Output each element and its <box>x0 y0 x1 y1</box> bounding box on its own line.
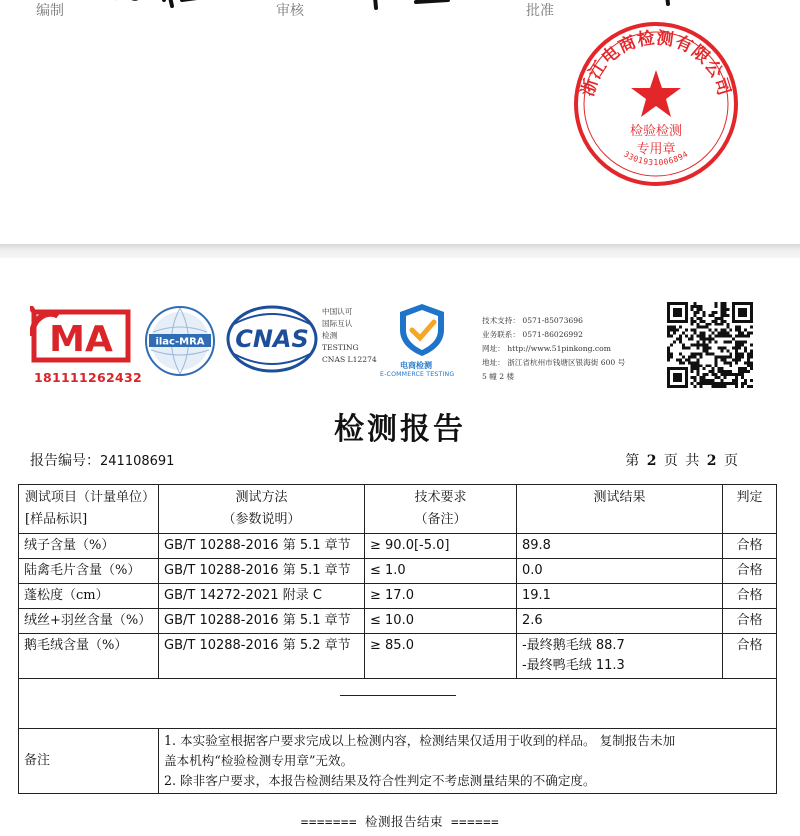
report-number: 报告编号：241108691 <box>30 453 175 469</box>
cnas-logo <box>226 304 318 374</box>
svg-text:MA: MA <box>49 319 113 360</box>
notes-content: 1. 本实验室根据客户要求完成以上检测内容，检测结果仅适用于收到的样品。 复制报告未加 盖本机构“检验检测专用章”无效。 2. 除非客户要求，本报告检测结果及符合性判定不考虑测量结果的不确定度。 <box>159 729 777 794</box>
shield-check-icon <box>392 300 452 360</box>
cnas-text: CNAS <box>235 325 309 353</box>
reviewer-signature <box>368 0 458 12</box>
table-row: 鹅毛绒含量（%） GB/T 10288-2016 第 5.2 章节 ≥ 85.0 -最终鹅毛绒 88.7 -最终鸭毛绒 11.3 合格 <box>19 634 777 679</box>
page-separator <box>0 244 800 258</box>
svg-text:3301931006894: 3301931006894 <box>622 149 690 168</box>
cma-logo <box>30 306 132 368</box>
notes-label: 备注 <box>19 729 159 794</box>
results-table <box>18 484 777 794</box>
table-row: 陆禽毛片含量（%） GB/T 10288-2016 第 5.1 章节 ≤ 1.0 0.0 合格 <box>19 559 777 584</box>
svg-text:浙江电商检测有限公司: 浙江电商检测有限公司 <box>577 28 735 99</box>
report-end-marker: ======= 检测报告结束 ====== <box>300 814 500 829</box>
qr-code[interactable] <box>667 302 753 388</box>
header-method: 测试方法 （参数说明） <box>159 485 365 534</box>
contact-info: 技术支持： 0571-85073696 业务联系： 0571-86026992 网址： http://www.51pinkong.com 地址： 浙江省杭州市钱塘区银海街 600 号 5 幢 2 楼 <box>482 316 626 381</box>
compiler-signature <box>112 0 222 12</box>
cma-code: 181111262432 <box>34 370 142 385</box>
notes-row <box>19 729 777 794</box>
approver-signature <box>630 0 710 12</box>
table-row: 蓬松度（cm） GB/T 14272-2021 附录 C ≥ 17.0 19.1 合格 <box>19 584 777 609</box>
header-result: 测试结果 <box>517 485 723 534</box>
divider-line <box>340 695 456 696</box>
svg-text:专用章: 专用章 <box>636 142 676 157</box>
header-verdict: 判定 <box>723 485 777 534</box>
blank-row <box>19 679 777 729</box>
company-seal <box>570 18 742 190</box>
table-row: 绒子含量（%） GB/T 10288-2016 第 5.1 章节 ≥ 90.0[-5.0] 89.8 合格 <box>19 534 777 559</box>
svg-text:检验检测: 检验检测 <box>629 124 683 139</box>
table-header-row <box>19 485 777 534</box>
report-title: 检测报告 <box>334 412 466 447</box>
previous-page-fragment <box>0 0 800 244</box>
reviewer-label: 审核 <box>276 3 304 19</box>
shield-label-en: E-COMMERCE TESTING <box>380 371 455 378</box>
ilac-text: ilac-MRA <box>155 336 205 348</box>
page-indicator: 第 2 页 共 2 页 <box>625 453 738 469</box>
accreditation-text: 中国认可 国际互认 检测 TESTING CNAS L12274 <box>322 307 377 364</box>
approver-label: 批准 <box>526 3 554 19</box>
header-logos <box>0 298 800 390</box>
table-row: 绒丝+羽丝含量（%） GB/T 10288-2016 第 5.1 章节 ≤ 10.0 2.6 合格 <box>19 609 777 634</box>
header-requirement: 技术要求 （备注） <box>365 485 517 534</box>
compiler-label: 编制 <box>36 3 64 19</box>
shield-label-cn: 电商检测 <box>400 361 432 370</box>
header-item: 测试项目（计量单位） [样品标识] <box>19 485 159 534</box>
ilac-mra-logo <box>143 304 217 378</box>
report-page <box>0 258 800 836</box>
